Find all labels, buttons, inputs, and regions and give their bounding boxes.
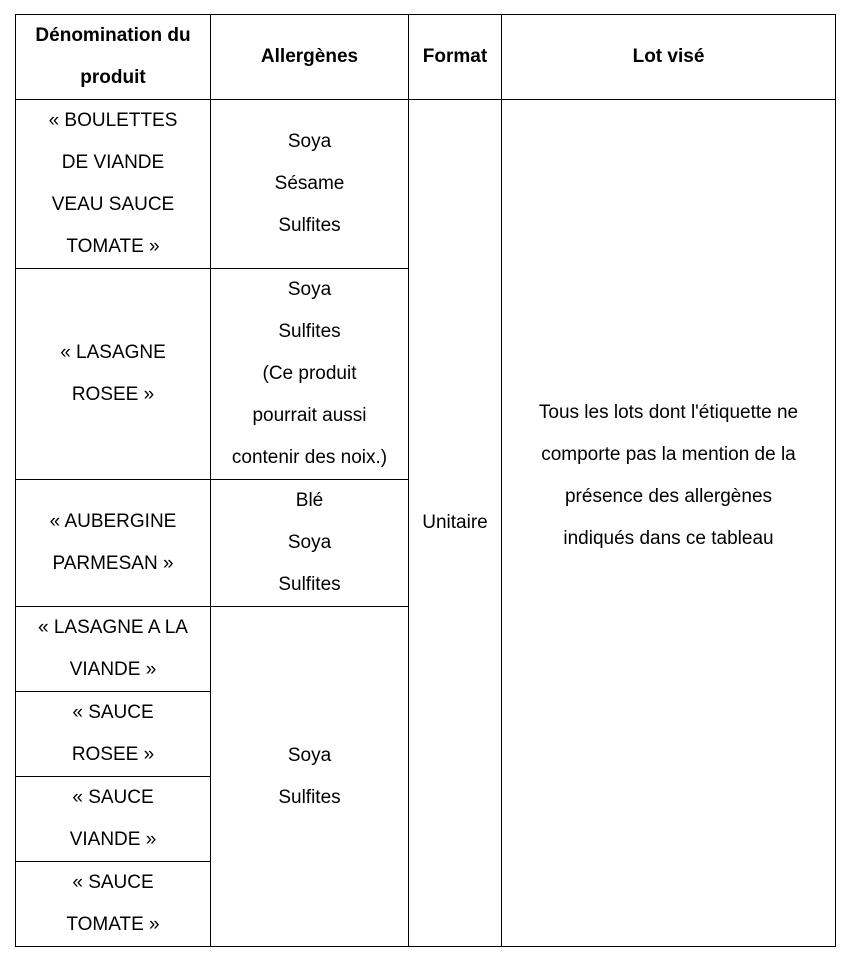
allergen-item: Sulfites bbox=[278, 786, 341, 808]
product-name-line: VIANDE » bbox=[69, 659, 157, 680]
lot-cell bbox=[502, 100, 836, 947]
product-name-line: TOMATE » bbox=[66, 236, 160, 257]
product-name-line: VEAU SAUCE bbox=[51, 194, 175, 215]
allergen-item: Sulfites bbox=[278, 574, 341, 595]
product-name-line: TOMATE » bbox=[66, 914, 160, 935]
product-name-cell bbox=[16, 269, 211, 480]
product-name-line: « AUBERGINE bbox=[49, 511, 177, 532]
header-row bbox=[16, 15, 836, 100]
lot-description-line: présence des allergènes bbox=[564, 486, 773, 507]
product-name-line: « LASAGNE A LA bbox=[38, 617, 188, 638]
header-lot: Lot visé bbox=[502, 15, 836, 100]
allergen-item: contenir des noix.) bbox=[231, 447, 388, 468]
table-row bbox=[16, 100, 836, 269]
shared-allergens-cell bbox=[211, 607, 409, 947]
allergen-item: Blé bbox=[295, 490, 324, 511]
product-name-line: ROSEE » bbox=[71, 384, 155, 405]
allergen-item: Sulfites bbox=[278, 321, 341, 342]
allergens-cell bbox=[211, 480, 409, 607]
product-name-line: VIANDE » bbox=[69, 829, 157, 850]
header-format: Format bbox=[409, 15, 502, 100]
recall-table bbox=[15, 14, 836, 947]
lot-description bbox=[506, 392, 831, 560]
product-name-cell bbox=[16, 777, 211, 862]
product-name-cell bbox=[16, 480, 211, 607]
product-name-line: « SAUCE bbox=[72, 702, 154, 723]
allergen-item: Soya bbox=[287, 744, 332, 766]
allergen-item: Soya bbox=[287, 532, 332, 553]
allergens-cell bbox=[211, 100, 409, 269]
product-name-cell bbox=[16, 100, 211, 269]
lot-description-line: comporte pas la mention de la bbox=[541, 444, 796, 465]
product-name-cell bbox=[16, 692, 211, 777]
allergen-item: Soya bbox=[287, 131, 332, 152]
product-name-line: « SAUCE bbox=[72, 787, 154, 808]
product-name-line: « SAUCE bbox=[72, 872, 154, 893]
product-name-line: DE VIANDE bbox=[61, 152, 165, 173]
product-name-line: ROSEE » bbox=[71, 744, 155, 765]
product-name-cell bbox=[16, 607, 211, 692]
lot-description-line: indiqués dans ce tableau bbox=[563, 528, 774, 549]
allergen-item: Sésame bbox=[274, 173, 345, 194]
lot-description-line: Tous les lots dont l'étiquette ne bbox=[538, 402, 799, 423]
allergens-cell bbox=[211, 269, 409, 480]
allergen-item: Sulfites bbox=[278, 215, 341, 236]
header-product-line: Dénomination du bbox=[35, 25, 191, 46]
allergen-item: Soya bbox=[287, 279, 332, 300]
product-name-line: PARMESAN » bbox=[52, 553, 174, 574]
product-name-cell bbox=[16, 862, 211, 947]
product-name-line: « BOULETTES bbox=[48, 110, 178, 131]
format-cell: Unitaire bbox=[409, 100, 502, 947]
allergen-item: pourrait aussi bbox=[252, 405, 367, 426]
header-product-line: produit bbox=[80, 67, 146, 88]
header-allergens: Allergènes bbox=[211, 15, 409, 100]
allergen-item: (Ce produit bbox=[262, 363, 357, 384]
product-name-line: « LASAGNE bbox=[60, 342, 166, 363]
header-product-name bbox=[16, 15, 211, 100]
